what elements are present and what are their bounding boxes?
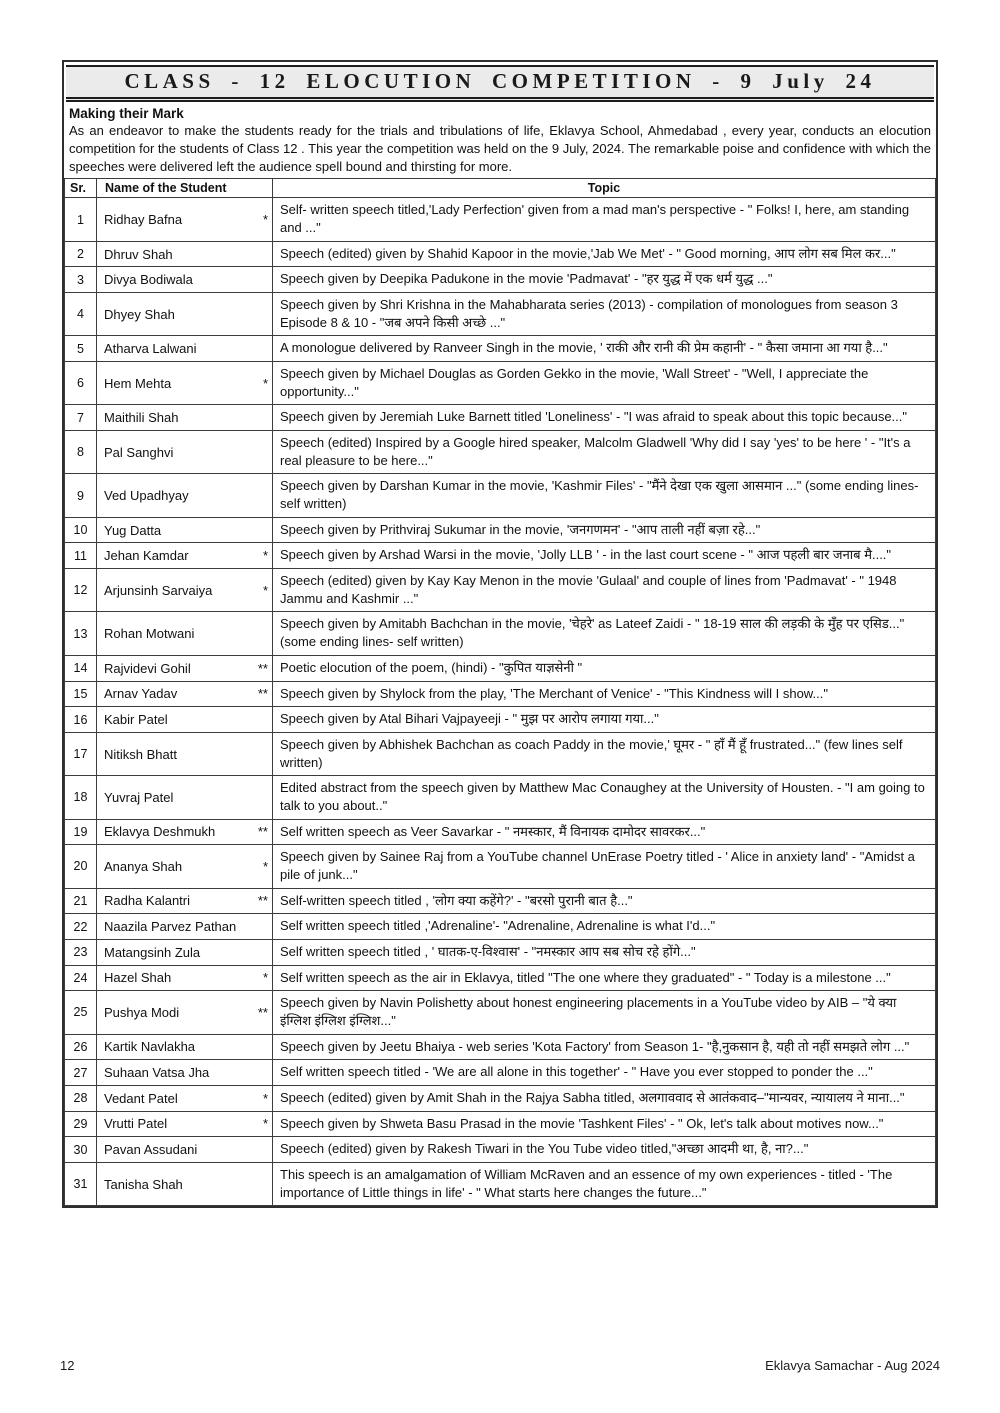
topic-cell: Speech (edited) Inspired by a Google hired speaker, Malcolm Gladwell 'Why did I say 'yes' to be here ' - "It's a real pleasure to be here..."	[273, 431, 936, 474]
table-row	[65, 732, 936, 775]
table-row	[65, 707, 936, 733]
student-name: Eklavya Deshmukh	[104, 824, 216, 840]
topic-cell: Speech given by Jeremiah Luke Barnett titled 'Loneliness' - "I was afraid to speak about this topic because..."	[273, 405, 936, 431]
award-stars: **	[257, 660, 268, 676]
sr-cell: 8	[65, 431, 97, 474]
sr-cell: 25	[65, 991, 97, 1034]
sr-cell: 20	[65, 845, 97, 888]
sr-cell: 31	[65, 1162, 97, 1205]
student-name: Dhruv Shah	[104, 246, 173, 262]
table-row	[65, 1137, 936, 1163]
student-name-cell	[97, 362, 273, 405]
award-stars: *	[262, 212, 268, 228]
sr-cell: 1	[65, 198, 97, 241]
article-title-bar	[66, 65, 934, 102]
award-stars: **	[257, 893, 268, 909]
table-row	[65, 776, 936, 819]
table-row	[65, 474, 936, 517]
topic-cell: Speech given by Arshad Warsi in the movie, 'Jolly LLB ' - in the last court scene - " आज पहली बार जनाब मै...."	[273, 543, 936, 569]
sr-cell: 6	[65, 362, 97, 405]
topic-cell: Edited abstract from the speech given by Matthew Mac Conaughey at the University of Housten. - "I am going to talk to you about.."	[273, 776, 936, 819]
table-row	[65, 965, 936, 991]
table-row	[65, 612, 936, 655]
sr-cell: 28	[65, 1085, 97, 1111]
student-name-cell	[97, 569, 273, 612]
student-name-cell	[97, 655, 273, 681]
table-row	[65, 939, 936, 965]
table-header-row	[65, 179, 936, 198]
student-name-cell	[97, 845, 273, 888]
sr-cell: 15	[65, 681, 97, 707]
table-row	[65, 569, 936, 612]
student-name-cell	[97, 707, 273, 733]
table-row	[65, 1162, 936, 1205]
sr-cell: 2	[65, 241, 97, 267]
student-name-cell	[97, 293, 273, 336]
topic-cell: Speech (edited) given by Amit Shah in the Rajya Sabha titled, अलगाववाद से आतंकवाद–"मान्यवर, न्यायालय ने माना..."	[273, 1085, 936, 1111]
student-name-cell	[97, 732, 273, 775]
student-name-cell	[97, 965, 273, 991]
student-name: Hem Mehta	[104, 375, 172, 391]
student-name-cell	[97, 939, 273, 965]
sr-cell: 4	[65, 293, 97, 336]
student-name: Rajvidevi Gohil	[104, 660, 191, 676]
table-row	[65, 655, 936, 681]
topic-cell: Self written speech titled , ' घातक-ए-विश्वास' - "नमस्कार आप सब सोच रहे होंगे..."	[273, 939, 936, 965]
sr-cell: 22	[65, 914, 97, 940]
sr-cell: 5	[65, 336, 97, 362]
student-name-cell	[97, 991, 273, 1034]
sr-cell: 10	[65, 517, 97, 543]
award-stars: *	[262, 970, 268, 986]
student-name: Maithili Shah	[104, 410, 179, 426]
student-name-cell	[97, 517, 273, 543]
student-name-cell	[97, 405, 273, 431]
award-stars: *	[262, 375, 268, 391]
student-name-cell	[97, 1111, 273, 1137]
sr-cell: 23	[65, 939, 97, 965]
student-name-cell	[97, 241, 273, 267]
award-stars: **	[257, 1004, 268, 1020]
student-name: Arjunsinh Sarvaiya	[104, 582, 213, 598]
student-name-cell	[97, 888, 273, 914]
table-row	[65, 431, 936, 474]
students-table	[64, 178, 936, 1206]
student-name-cell	[97, 1034, 273, 1060]
student-name-cell	[97, 1085, 273, 1111]
student-name: Pavan Assudani	[104, 1142, 198, 1158]
sr-cell: 9	[65, 474, 97, 517]
student-name: Ved Upadhyay	[104, 488, 189, 504]
student-name: Suhaan Vatsa Jha	[104, 1065, 210, 1081]
table-row	[65, 405, 936, 431]
table-row	[65, 543, 936, 569]
sr-cell: 18	[65, 776, 97, 819]
student-name: Tanisha Shah	[104, 1176, 183, 1192]
topic-cell: Speech given by Prithviraj Sukumar in the movie, 'जनगणमन' - "आप ताली नहीं बज़ा रहे..."	[273, 517, 936, 543]
table-row	[65, 681, 936, 707]
sr-cell: 17	[65, 732, 97, 775]
topic-cell: Self- written speech titled,'Lady Perfection' given from a mad man's perspective - " Folks! I, here, am standing and ..."	[273, 198, 936, 241]
topic-cell: A monologue delivered by Ranveer Singh in the movie, ' राकी और रानी की प्रेम कहानी' - " कैसा जमाना आ गया है..."	[273, 336, 936, 362]
topic-cell: Speech given by Abhishek Bachchan as coach Paddy in the movie,' घूमर - " हाँ मैं हूँ frustrated..." (few lines self written)	[273, 732, 936, 775]
student-name: Divya Bodiwala	[104, 272, 193, 288]
table-row	[65, 991, 936, 1034]
footer-issue-label: Eklavya Samachar - Aug 2024	[765, 1358, 940, 1373]
sr-cell: 30	[65, 1137, 97, 1163]
sr-cell: 21	[65, 888, 97, 914]
topic-cell: This speech is an amalgamation of William McRaven and an essence of my own experiences - titled - 'The importance of Little things in life' - " What starts here changes the future..."	[273, 1162, 936, 1205]
sr-cell: 27	[65, 1060, 97, 1086]
sr-cell: 14	[65, 655, 97, 681]
student-name: Pushya Modi	[104, 1004, 180, 1020]
col-header-name: Name of the Student	[97, 179, 273, 198]
student-name: Matangsinh Zula	[104, 944, 201, 960]
table-row	[65, 336, 936, 362]
student-name: Pal Sanghvi	[104, 444, 174, 460]
award-stars: *	[262, 1116, 268, 1132]
topic-cell: Speech given by Shweta Basu Prasad in the movie 'Tashkent Files' - " Ok, let's talk about motives now..."	[273, 1111, 936, 1137]
student-name: Kartik Navlakha	[104, 1039, 196, 1055]
award-stars: *	[262, 548, 268, 564]
intro-paragraph: As an endeavor to make the students ready for the trials and tribulations of life, Eklavya School, Ahmedabad , every year, conducts an elocution competition for the students of Class 12 . This year the competition was held on the 9 July, 2024. The remarkable poise and confidence with which the speeches were delivered left the audience spell bound and thirsting for more.	[69, 123, 931, 174]
sr-cell: 7	[65, 405, 97, 431]
student-name-cell	[97, 1060, 273, 1086]
award-stars: *	[262, 858, 268, 874]
award-stars: *	[262, 582, 268, 598]
student-name-cell	[97, 1162, 273, 1205]
sr-cell: 29	[65, 1111, 97, 1137]
sr-cell: 12	[65, 569, 97, 612]
student-name: Ananya Shah	[104, 858, 183, 874]
topic-cell: Speech given by Navin Polishetty about honest engineering placements in a YouTube video by AIB – "ये क्या इंग्लिश इंग्लिश इंग्लिश..."	[273, 991, 936, 1034]
student-name-cell	[97, 474, 273, 517]
article-container	[62, 60, 938, 1208]
table-row	[65, 362, 936, 405]
sr-cell: 24	[65, 965, 97, 991]
student-name-cell	[97, 612, 273, 655]
student-name: Jehan Kamdar	[104, 548, 189, 564]
topic-cell: Speech (edited) given by Shahid Kapoor in the movie,'Jab We Met' - " Good morning, आप लोग सब मिल कर..."	[273, 241, 936, 267]
topic-cell: Speech (edited) given by Kay Kay Menon in the movie 'Gulaal' and couple of lines from 'Padmavat' - " 1948 Jammu and Kashmir ..."	[273, 569, 936, 612]
topic-cell: Speech (edited) given by Rakesh Tiwari in the You Tube video titled,"अच्छा आदमी था, है, ना?..."	[273, 1137, 936, 1163]
topic-cell: Speech given by Michael Douglas as Gorden Gekko in the movie, 'Wall Street' - "Well, I appreciate the opportunity..."	[273, 362, 936, 405]
table-row	[65, 1034, 936, 1060]
topic-cell: Speech given by Shylock from the play, 'The Merchant of Venice' - "This Kindness will I show..."	[273, 681, 936, 707]
col-header-topic: Topic	[273, 179, 936, 198]
student-name-cell	[97, 267, 273, 293]
topic-cell: Poetic elocution of the poem, (hindi) - "कुपित याज्ञसेनी "	[273, 655, 936, 681]
student-name: Arnav Yadav	[104, 686, 178, 702]
student-name-cell	[97, 198, 273, 241]
student-name: Naazila Parvez Pathan	[104, 919, 237, 935]
table-row	[65, 888, 936, 914]
page-number: 12	[60, 1358, 75, 1373]
student-name: Yug Datta	[104, 522, 162, 538]
student-name-cell	[97, 336, 273, 362]
table-row	[65, 198, 936, 241]
col-header-sr: Sr.	[65, 179, 97, 198]
table-row	[65, 1085, 936, 1111]
table-row	[65, 241, 936, 267]
student-name: Nitiksh Bhatt	[104, 746, 177, 762]
student-name-cell	[97, 681, 273, 707]
award-stars: **	[257, 686, 268, 702]
sr-cell: 3	[65, 267, 97, 293]
sr-cell: 26	[65, 1034, 97, 1060]
table-body	[65, 198, 936, 1206]
student-name: Radha Kalantri	[104, 893, 190, 909]
student-name: Vedant Patel	[104, 1090, 178, 1106]
student-name-cell	[97, 1137, 273, 1163]
table-row	[65, 914, 936, 940]
topic-cell: Self-written speech titled , 'लोग क्या कहेंगे?' - "बरसो पुरानी बात है..."	[273, 888, 936, 914]
student-name-cell	[97, 543, 273, 569]
sr-cell: 11	[65, 543, 97, 569]
table-row	[65, 267, 936, 293]
topic-cell: Self written speech titled - 'We are all alone in this together' - " Have you ever stopped to ponder the ..."	[273, 1060, 936, 1086]
sr-cell: 19	[65, 819, 97, 845]
topic-cell: Speech given by Jeetu Bhaiya - web series 'Kota Factory' from Season 1- "है,नुकसान है, यही तो नहीं समझते लोग ..."	[273, 1034, 936, 1060]
page-footer	[60, 1358, 940, 1373]
topic-cell: Self written speech titled ,'Adrenaline'- "Adrenaline, Adrenaline is what I'd..."	[273, 914, 936, 940]
student-name: Kabir Patel	[104, 712, 168, 727]
topic-cell: Speech given by Shri Krishna in the Mahabharata series (2013) - compilation of monologues from season 3 Episode 8 & 10 - "जब अपने किसी अच्छे ..."	[273, 293, 936, 336]
sr-cell: 16	[65, 707, 97, 733]
student-name: Yuvraj Patel	[104, 789, 174, 805]
student-name-cell	[97, 776, 273, 819]
student-name: Dhyey Shah	[104, 306, 175, 322]
student-name: Vrutti Patel	[104, 1116, 168, 1132]
topic-cell: Self written speech as Veer Savarkar - " नमस्कार, मैं विनायक दामोदर सावरकर..."	[273, 819, 936, 845]
table-row	[65, 845, 936, 888]
student-name-cell	[97, 914, 273, 940]
table-row	[65, 293, 936, 336]
student-name: Hazel Shah	[104, 970, 172, 986]
topic-cell: Self written speech as the air in Eklavya, titled "The one where they graduated" - " Today is a milestone ..."	[273, 965, 936, 991]
topic-cell: Speech given by Deepika Padukone in the movie 'Padmavat' - "हर युद्ध में एक धर्म युद्ध ..."	[273, 267, 936, 293]
topic-cell: Speech given by Amitabh Bachchan in the movie, 'चेहरे' as Lateef Zaidi - " 18-19 साल की लड़की के मुँह पर एसिड..." (some ending lines- self written)	[273, 612, 936, 655]
sr-cell: 13	[65, 612, 97, 655]
student-name-cell	[97, 431, 273, 474]
topic-cell: Speech given by Darshan Kumar in the movie, 'Kashmir Files' - "मैंने देखा एक खुला आसमान ..." (some ending lines- self written)	[273, 474, 936, 517]
award-stars: **	[257, 824, 268, 840]
section-heading: Making their Mark	[69, 106, 184, 121]
student-name: Rohan Motwani	[104, 626, 195, 642]
topic-cell: Speech given by Sainee Raj from a YouTube channel UnErase Poetry titled - ' Alice in anxiety land' - "Amidst a pile of junk..."	[273, 845, 936, 888]
award-stars: *	[262, 1090, 268, 1106]
student-name: Atharva Lalwani	[104, 341, 197, 357]
table-row	[65, 517, 936, 543]
table-row	[65, 819, 936, 845]
article-title: CLASS - 12 ELOCUTION COMPETITION - 9 July 24	[124, 69, 876, 93]
student-name-cell	[97, 819, 273, 845]
table-row	[65, 1111, 936, 1137]
topic-cell: Speech given by Atal Bihari Vajpayeeji - " मुझ पर आरोप लगाया गया..."	[273, 707, 936, 733]
student-name: Ridhay Bafna	[104, 212, 183, 228]
table-row	[65, 1060, 936, 1086]
